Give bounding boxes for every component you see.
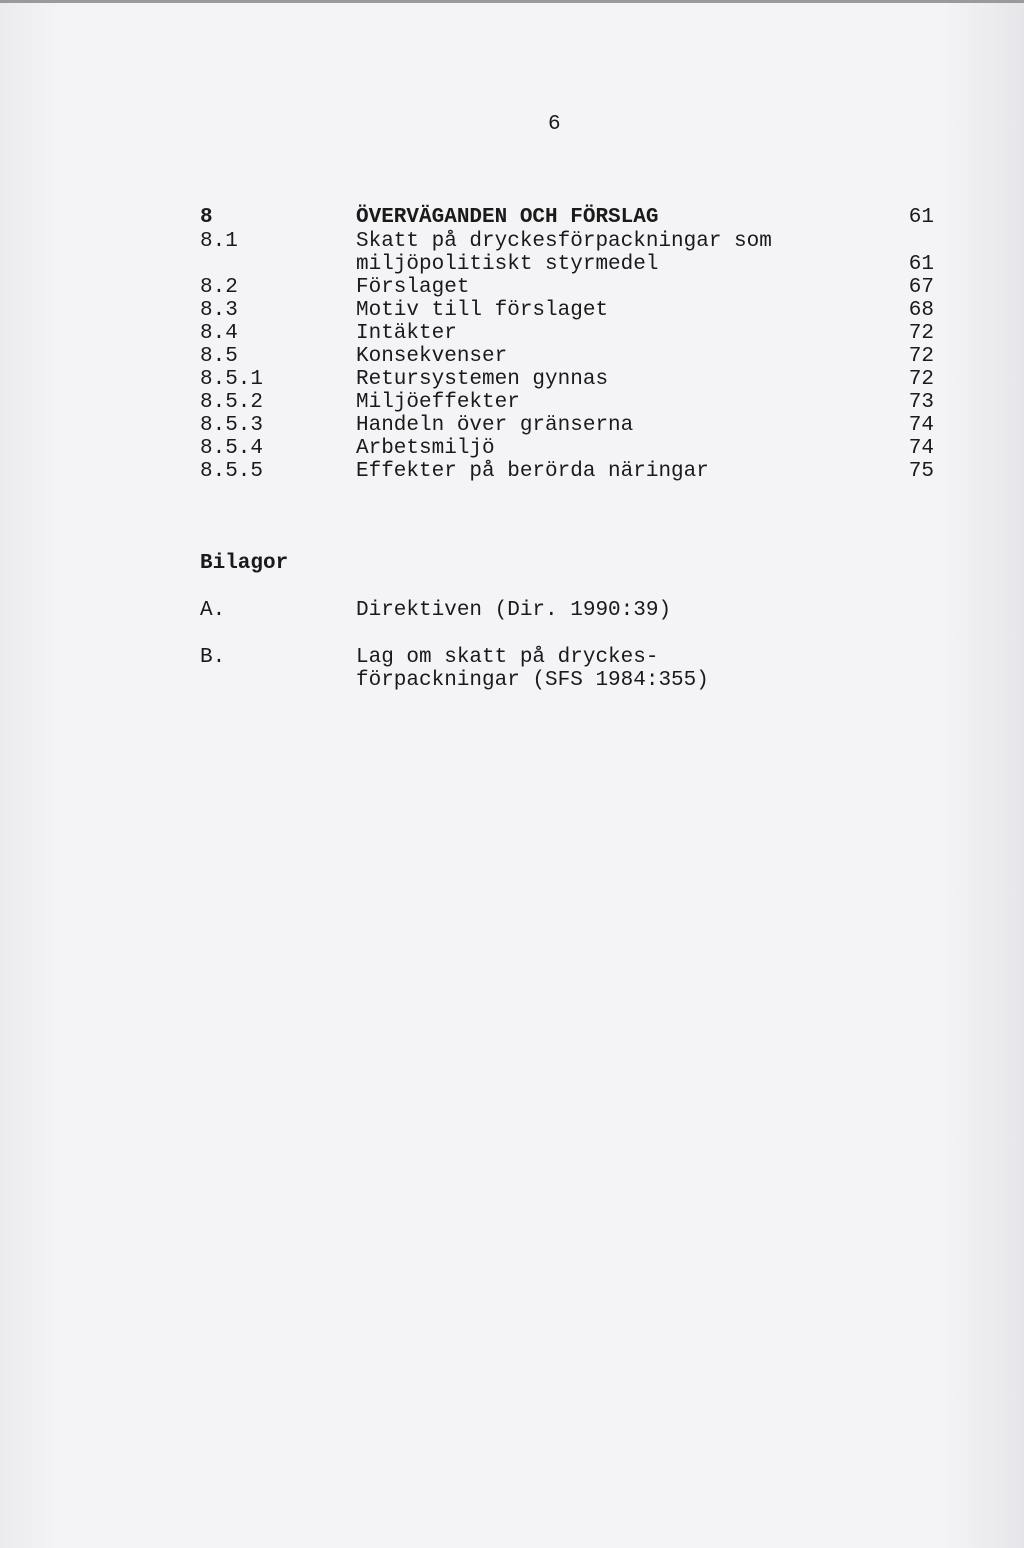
toc-title: Motiv till förslaget	[356, 299, 609, 322]
appendix-row	[0, 599, 1024, 623]
toc-page: 73	[908, 391, 934, 414]
toc-page: 72	[908, 368, 934, 391]
toc-row	[0, 368, 1024, 392]
toc-title: Konsekvenser	[356, 345, 508, 368]
toc-row	[0, 230, 1024, 254]
toc-title: Effekter på berörda näringar	[356, 460, 709, 483]
appendix-title-continued: förpackningar (SFS 1984:355)	[356, 669, 709, 692]
toc-number: 8.5.2	[200, 391, 264, 414]
toc-page: 67	[908, 276, 934, 299]
toc-title: Skatt på dryckesförpackningar som	[356, 230, 772, 253]
toc-row	[0, 437, 1024, 461]
chapter-title: ÖVERVÄGANDEN OCH FÖRSLAG	[356, 206, 659, 229]
toc-number: 8.1	[200, 230, 238, 253]
toc-row	[0, 391, 1024, 415]
toc-chapter-row	[0, 206, 1024, 230]
toc-title: Handeln över gränserna	[356, 414, 634, 437]
toc-page: 74	[908, 414, 934, 437]
appendix-label: B.	[200, 646, 226, 669]
toc-number: 8.5.4	[200, 437, 264, 460]
chapter-number: 8	[200, 206, 213, 229]
toc-number: 8.5	[200, 345, 238, 368]
appendix-row	[0, 646, 1024, 670]
toc-row	[0, 322, 1024, 346]
toc-title: Retursystemen gynnas	[356, 368, 609, 391]
toc-row	[0, 276, 1024, 300]
toc-number: 8.5.3	[200, 414, 264, 437]
toc-number: 8.4	[200, 322, 238, 345]
toc-title-continued: miljöpolitiskt styrmedel	[356, 253, 659, 276]
toc-number: 8.2	[200, 276, 238, 299]
toc-page: 75	[908, 460, 934, 483]
toc-title: Arbetsmiljö	[356, 437, 495, 460]
toc-page: 74	[908, 437, 934, 460]
toc-row	[0, 299, 1024, 323]
toc-row-continuation	[0, 253, 1024, 277]
appendix-title: Lag om skatt på dryckes-	[356, 646, 659, 669]
toc-page: 68	[908, 299, 934, 322]
toc-page: 72	[908, 322, 934, 345]
toc-number: 8.5.1	[200, 368, 264, 391]
toc-title: Förslaget	[356, 276, 470, 299]
appendix-row-continuation	[0, 669, 1024, 693]
toc-row	[0, 414, 1024, 438]
appendix-label: A.	[200, 599, 226, 622]
appendix-title: Direktiven (Dir. 1990:39)	[356, 599, 672, 622]
toc-page: 61	[908, 253, 934, 276]
toc-title: Intäkter	[356, 322, 457, 345]
toc-page: 72	[908, 345, 934, 368]
scan-edge-line	[0, 0, 1024, 3]
toc-title: Miljöeffekter	[356, 391, 520, 414]
toc-row	[0, 345, 1024, 369]
page-number: 6	[548, 113, 561, 136]
toc-number: 8.5.5	[200, 460, 264, 483]
appendix-heading: Bilagor	[200, 552, 289, 575]
toc-row	[0, 460, 1024, 484]
toc-number: 8.3	[200, 299, 238, 322]
chapter-page: 61	[908, 206, 934, 229]
